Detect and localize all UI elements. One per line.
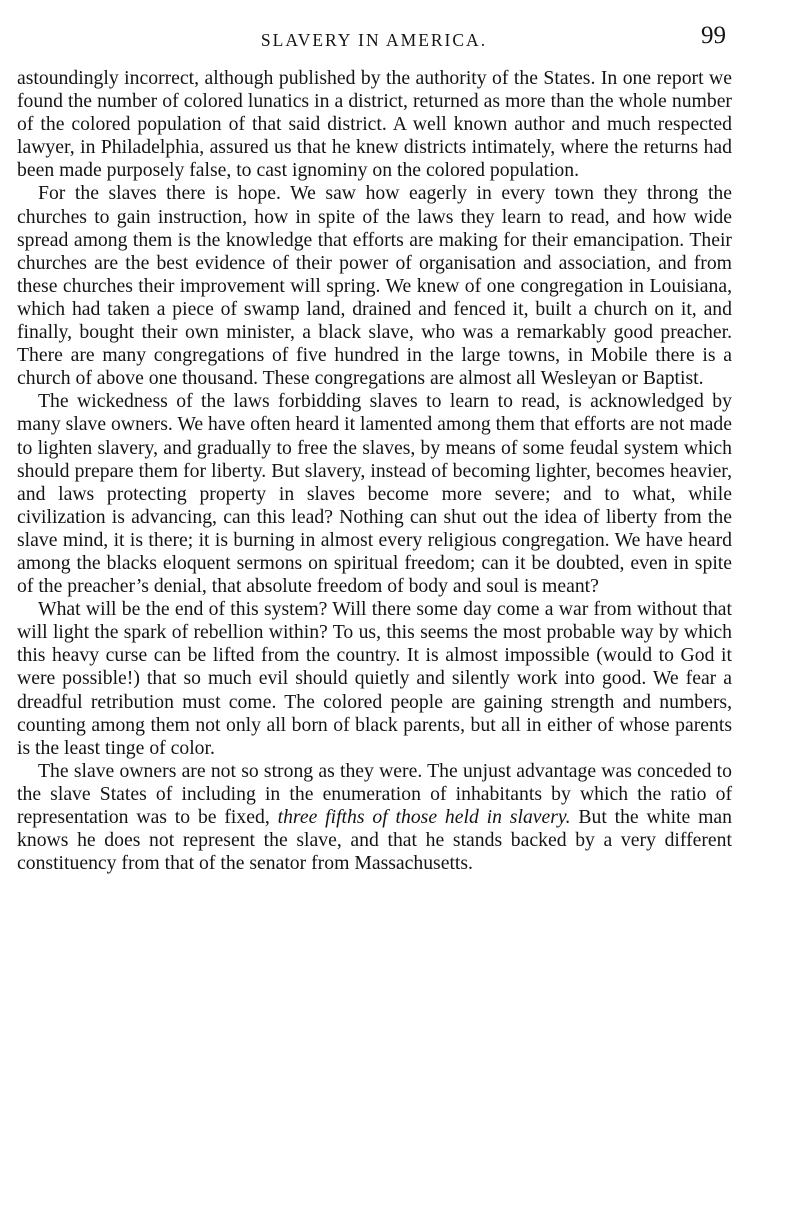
italic-phrase: three fifths of those held in slavery. — [277, 806, 571, 828]
page-number: 99 — [701, 22, 726, 49]
paragraph-hope-for-slaves: For the slaves there is hope. We saw how eagerly in every town they throng the churches to gain instruction, how in spite of the laws they learn to read, and how wide spread among them is the knowledge that efforts are making for their emancipation. Their churches are the best evidence of their power of organisation and association, and from these churches their improvement will spring. We knew of one congregation in Louisiana, which had taken a piece of swamp land, drained and fenced it, built a church on it, and finally, bought their own minister, a black slave, who was a remarkably good preacher. There are many congregations of five hundred in the large towns, in Mobile there is a church of above one thousand. These congregations are almost all Wesleyan or Baptist. — [17, 182, 732, 390]
paragraph-text: The slave owners are not so strong as they were. The unjust advantage was conceded to the slave States of including in the enumeration of inhabitants by which the ratio of representation was to be fixed, — [17, 759, 732, 828]
body-text — [17, 67, 732, 875]
paragraph-slave-owners — [17, 760, 732, 875]
paragraph-end-of-system: What will be the end of this system? Will there some day come a war from without that will light the spark of rebellion within? To us, this seems the most probable way by which this heavy curse can be lifted from the country. It is almost impossible (would to God it were possible!) that so much evil should quietly and silently work into good. We fear a dreadful retribution must come. The colored people are gaining strength and numbers, counting among them not only all born of black parents, but all in either of whose parents is the least tinge of color. — [17, 598, 732, 759]
paragraph-continued: astoundingly incorrect, although published by the authority of the States. In one report we found the number of colored lunatics in a district, returned as more than the whole number of the colored population of that said district. A well known author and much respected lawyer, in Philadelphia, assured us that he knew districts intimately, where the returns had been made purposely false, to cast ignominy on the colored population. — [17, 67, 732, 182]
paragraph-wickedness-of-laws: The wickedness of the laws forbidding slaves to learn to read, is acknowledged by many slave owners. We have often heard it lamented among them that efforts are not made to lighten slavery, and gradually to free the slaves, by means of some feudal system which should prepare them for liberty. But slavery, instead of becoming lighter, becomes heavier, and laws protecting property in slaves become more severe; and to what, while civilization is advancing, can this lead? Nothing can shut out the idea of liberty from the slave mind, it is there; it is burning in almost every religious congregation. We have heard among the blacks eloquent sermons on spiritual freedom; can it be doubted, even in spite of the preacher’s denial, that absolute freedom of body and soul is meant? — [17, 390, 732, 598]
paragraph-text: But the white man knows he does not represent the slave, and that he stands backed by a very different constituency from that of the senator from Massachusetts. — [17, 806, 732, 875]
running-title: SLAVERY IN AMERICA. — [260, 30, 488, 50]
running-header — [18, 22, 730, 52]
